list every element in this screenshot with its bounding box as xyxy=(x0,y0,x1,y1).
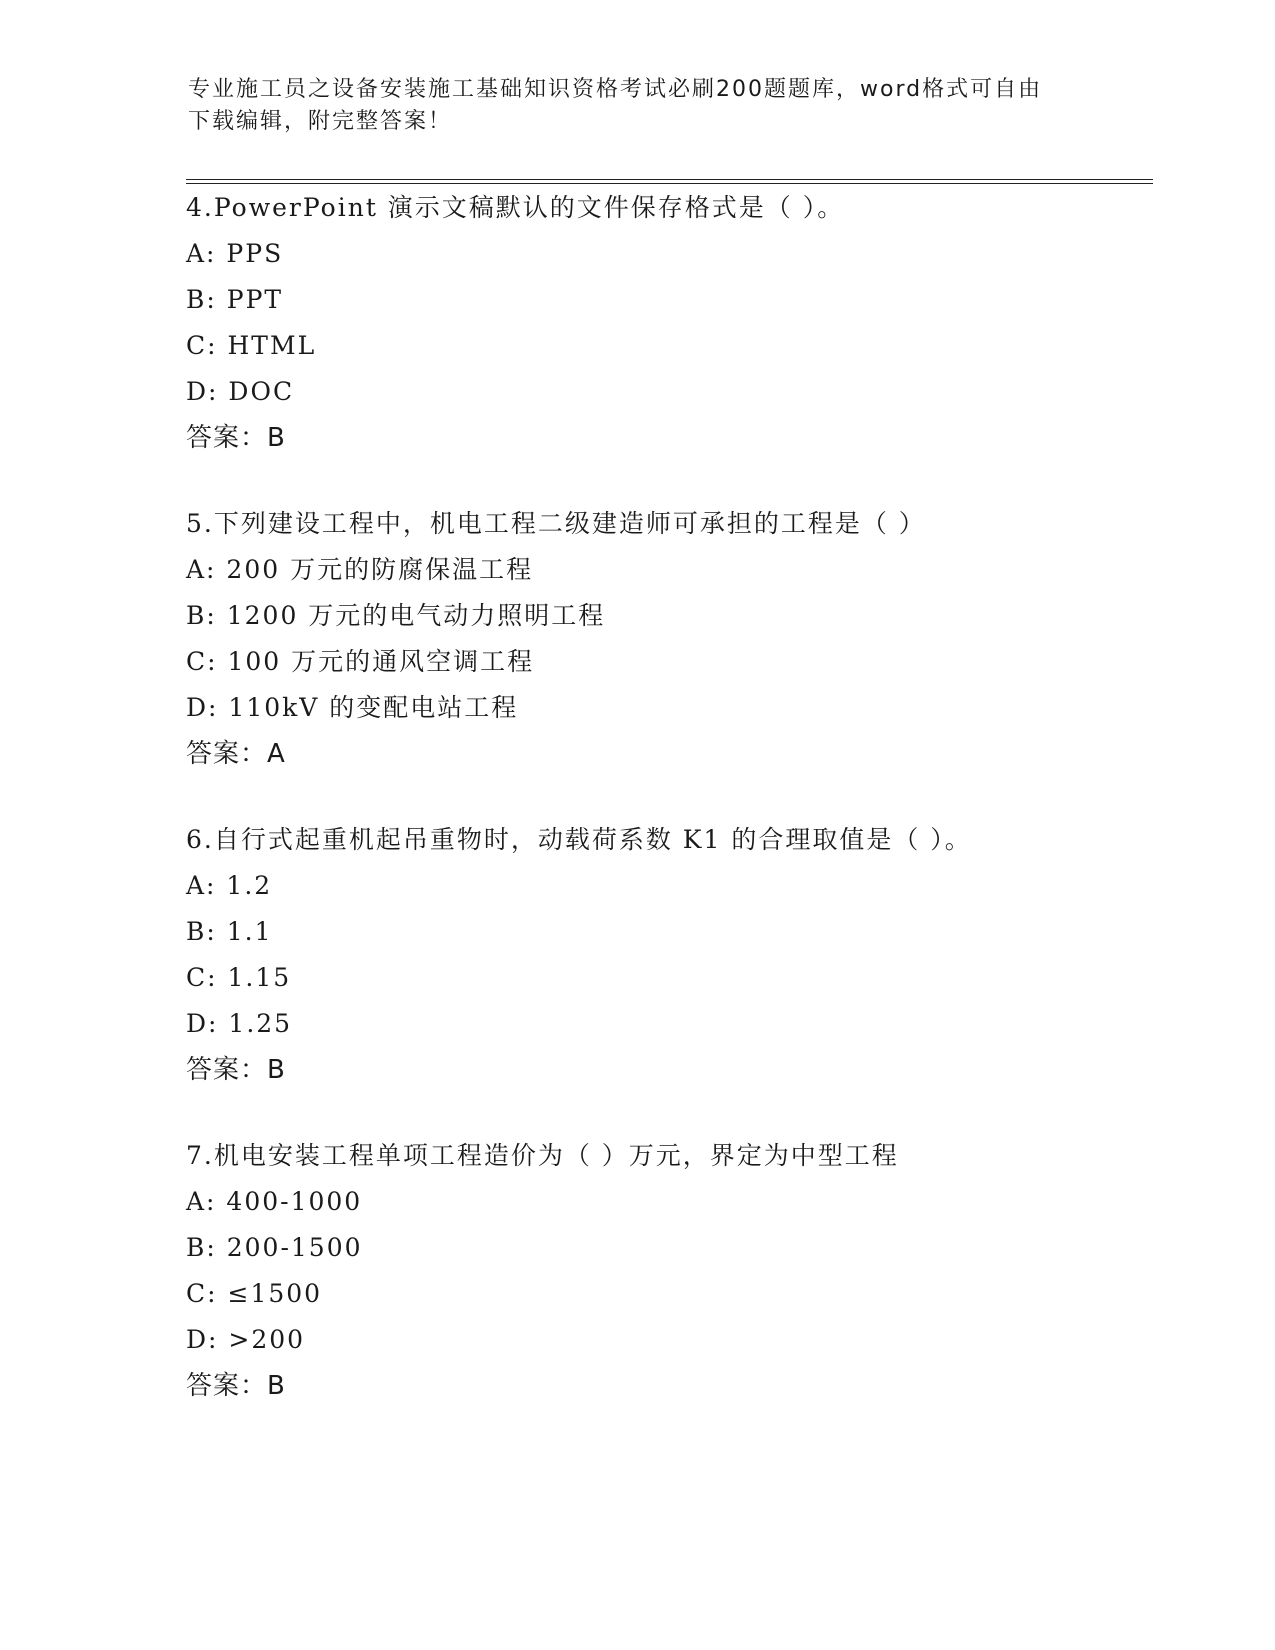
option-a: A: 1.2 xyxy=(186,871,273,900)
option-c: C: HTML xyxy=(186,331,317,360)
answer: 答案：B xyxy=(186,1055,286,1085)
option-a: A: 200 万元的防腐保温工程 xyxy=(186,555,534,584)
option-b: B: 1.1 xyxy=(186,917,273,946)
question-stem: 4.PowerPoint 演示文稿默认的文件保存格式是（ ）。 xyxy=(186,193,845,222)
option-d: D: 110kV 的变配电站工程 xyxy=(186,693,519,722)
option-d: D: >200 xyxy=(186,1325,306,1354)
option-c: C: 1.15 xyxy=(186,963,292,992)
option-a: A: 400-1000 xyxy=(186,1187,363,1216)
question-stem: 7.机电安装工程单项工程造价为（ ）万元，界定为中型工程 xyxy=(186,1141,899,1170)
question-7 xyxy=(186,1133,1146,1409)
option-b: B: PPT xyxy=(186,285,284,314)
document-header xyxy=(188,74,1068,138)
question-5 xyxy=(186,501,1146,777)
option-b: B: 200-1500 xyxy=(186,1233,363,1262)
header-divider-bottom xyxy=(186,183,1153,184)
option-c: C: 100 万元的通风空调工程 xyxy=(186,647,535,676)
answer: 答案：A xyxy=(186,739,286,769)
option-a: A: PPS xyxy=(186,239,284,268)
option-d: D: DOC xyxy=(186,377,295,406)
option-b: B: 1200 万元的电气动力照明工程 xyxy=(186,601,606,630)
header-divider-top xyxy=(186,179,1153,180)
question-stem: 6.自行式起重机起吊重物时，动载荷系数 K1 的合理取值是（ ）。 xyxy=(186,825,972,854)
question-4 xyxy=(186,185,1146,461)
option-d: D: 1.25 xyxy=(186,1009,293,1038)
question-6 xyxy=(186,817,1146,1093)
question-stem: 5.下列建设工程中，机电工程二级建造师可承担的工程是（ ） xyxy=(186,509,926,538)
answer: 答案：B xyxy=(186,1371,286,1401)
answer: 答案：B xyxy=(186,423,286,453)
header-line-1: 专业施工员之设备安装施工基础知识资格考试必刷200题题库，word格式可自由 xyxy=(188,77,1043,102)
header-line-2: 下载编辑，附完整答案！ xyxy=(188,109,453,134)
option-c: C: ≤1500 xyxy=(186,1279,323,1308)
